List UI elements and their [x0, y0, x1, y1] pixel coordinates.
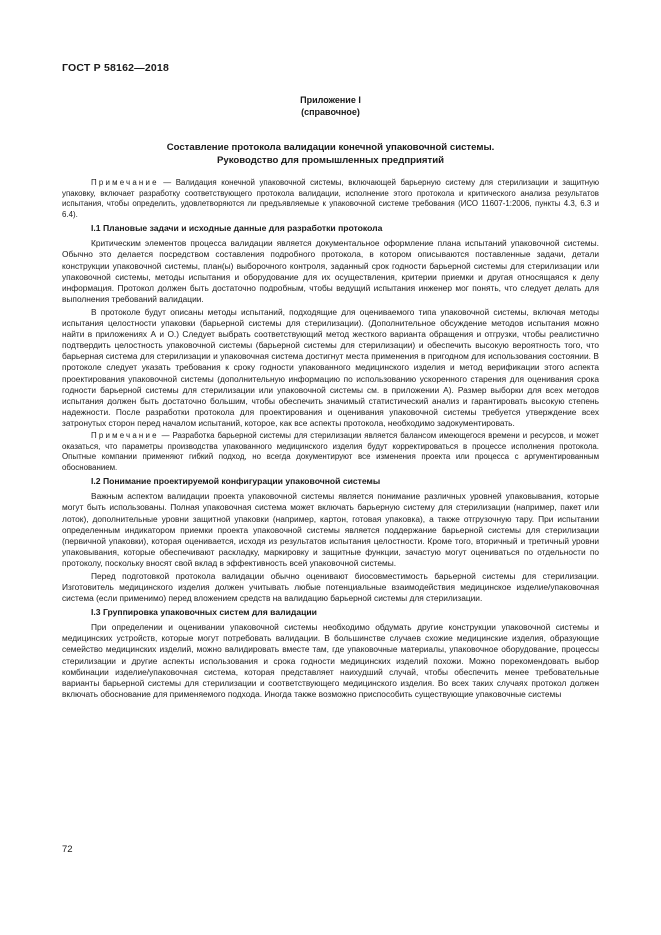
- note-label: Примечание: [91, 178, 159, 187]
- document-body: [62, 178, 599, 702]
- paragraph: Перед подготовкой протокола валидации обычно оценивают биосовместимость барьерной системы для стерилизации. Изготовитель медицинского изделия должен учитывать любые потенциальные взаимодействия медицинское изделие/упаковочная система (если применимо) перед вложением средств на валидацию барьерной системы для стерилизации.: [62, 571, 599, 604]
- note-label: Примечание: [91, 430, 159, 440]
- appendix-heading: [62, 94, 599, 118]
- document-title: [62, 141, 599, 167]
- paragraph: Критическим элементов процесса валидации является документальное оформление плана испытаний упаковочной системы. Обычно это делается посредством составления подробного протокола, в котором описываются поставленные задачи, детали конструкции упаковочной системы, план(ы) выборочного контроля, заданный срок годности барьерной системы для стерилизации или упаковочной системы, методы испытания и оборудование для их осуществления, критерии приемки и другая относящаяся к делу информация. Протокол должен быть достаточно подробным, чтобы ведущий испытания инженер мог понять, что следует делать для выполнения требований валидации.: [62, 238, 599, 304]
- section-heading: I.1 Плановые задачи и исходные данные для разработки протокола: [91, 223, 383, 234]
- section-heading: I.3 Группировка упаковочных систем для валидации: [91, 607, 317, 618]
- note-paragraph: [62, 431, 599, 473]
- note-paragraph: [62, 178, 599, 220]
- note-text: Валидация конечной упаковочной системы, включающей барьерную систему для стерилизации и защитную упаковку, включает разработку соответствующего протокола валидации, исполнение этого протокола и критического анализа результатов испытания, чтобы определить, удовлетворяются ли предъявляемые к упаковочной системе требования (ИСО 11607-1:2006, пункты 4.3, 6.3 и 6.4).: [62, 178, 599, 219]
- paragraph: В протоколе будут описаны методы испытаний, подходящие для оцениваемого типа упаковочной системы, включая методы испытания целостности упаковки (барьерной системы для стерилизации). (Дополнительное обсуждение методов испытания можно найти в приложениях А и О.) Следует выбрать соответствующий метод жесткого варианта обращения и отгрузки, чтобы реалистично подтвердить целостность упаковочной системы (барьерной системы для стерилизации) и обеспечить высокую вероятность того, что барьерная система для стерилизации и упаковочная система достигнут места применения в пригодном для использования состоянии. В протоколе следует указать требования к сроку годности упакованного медицинского изделия и метод верификации этого аспекта проектирования упаковочной системы (дополнительную информацию по использованию ускоренного старения для оценивания срока годности барьерной системы для стерилизации или упаковочной системы см. в приложении А). Размер выборки для всех методов испытания должен быть достаточно большим, чтобы обеспечить значимый статистический анализ и гарантировать высокую степень надежности. После разработки протокола для проектирования и оценивания упаковочной системы требуется утверждение всех затронутых сторон перед началом испытаний, которое, как все аспекты протокола, необходимо задокументировать.: [62, 306, 599, 428]
- appendix-label: Приложение I: [300, 95, 361, 105]
- note-dash: —: [158, 430, 173, 440]
- paragraph: При определении и оценивании упаковочной системы необходимо обдумать другие конструкции упаковочной системы и медицинских устройств, которые могут потребовать валидации. В большинстве случаев схожие медицинские изделия, образующие семейство медицинских изделий, можно валидировать вместе там, где упаковочные материалы, упаковочное оборудование, процессы стерилизации и другие аспекты использования и срока годности медицинских изделий похожи. Можно порекомендовать выбор комбинации изделие/упаковочная система, которая представляет наихудший случай, чтобы обеспечить менее требовательные варианты барьерной системы для стерилизации и соответствующего медицинского изделия. Во всех таких случаях протокол должен включать обоснование для применяемого подхода. Иногда также возможно приспособить существующие упаковочные системы: [62, 622, 599, 699]
- note-dash: —: [158, 178, 176, 187]
- section-heading: I.2 Понимание проектируемой конфигурации упаковочной системы: [91, 476, 381, 487]
- note-text: Разработка барьерной системы для стерилизации является балансом имеющегося времени и ресурсов, и может оказаться, что параметры производства упакованного медицинского изделия будут корректироваться в процессе исполнения протокола. Опытные компании применяют гибкий подход, но всегда документируют все изменения проекта или процесса с аргументированным обоснованием.: [62, 430, 599, 472]
- paragraph: Важным аспектом валидации проекта упаковочной системы является понимание различных уровней упаковывания, которые могут быть использованы. Полная упаковочная система может включать барьерную систему для стерилизации (например, пакет или лоток), дополнительные уровни защитной упаковки (например, картон, готовая упаковка), а также отгрузочную тару. При испытании определенным индикатором приемки проекта упаковочной системы является поддержание барьерной системы для стерилизации (первичной упаковки), которая оценивается, исходя из результатов испытания целостности. Кроме того, вторичный и третичный уровни упаковывания, которые обеспечивают раскладку, маркировку и защитные функции, зачастую могут оцениваться по отдельности по протоколу, поскольку вносят свой вклад в эффективность всей упаковочной системы.: [62, 491, 599, 568]
- title-line-2: Руководство для промышленных предприятий: [216, 155, 444, 166]
- standard-code: ГОСТ Р 58162—2018: [62, 62, 170, 74]
- page-number: 72: [62, 844, 73, 855]
- title-line-1: Составление протокола валидации конечной упаковочной системы.: [166, 142, 495, 153]
- appendix-status: (справочное): [301, 107, 360, 117]
